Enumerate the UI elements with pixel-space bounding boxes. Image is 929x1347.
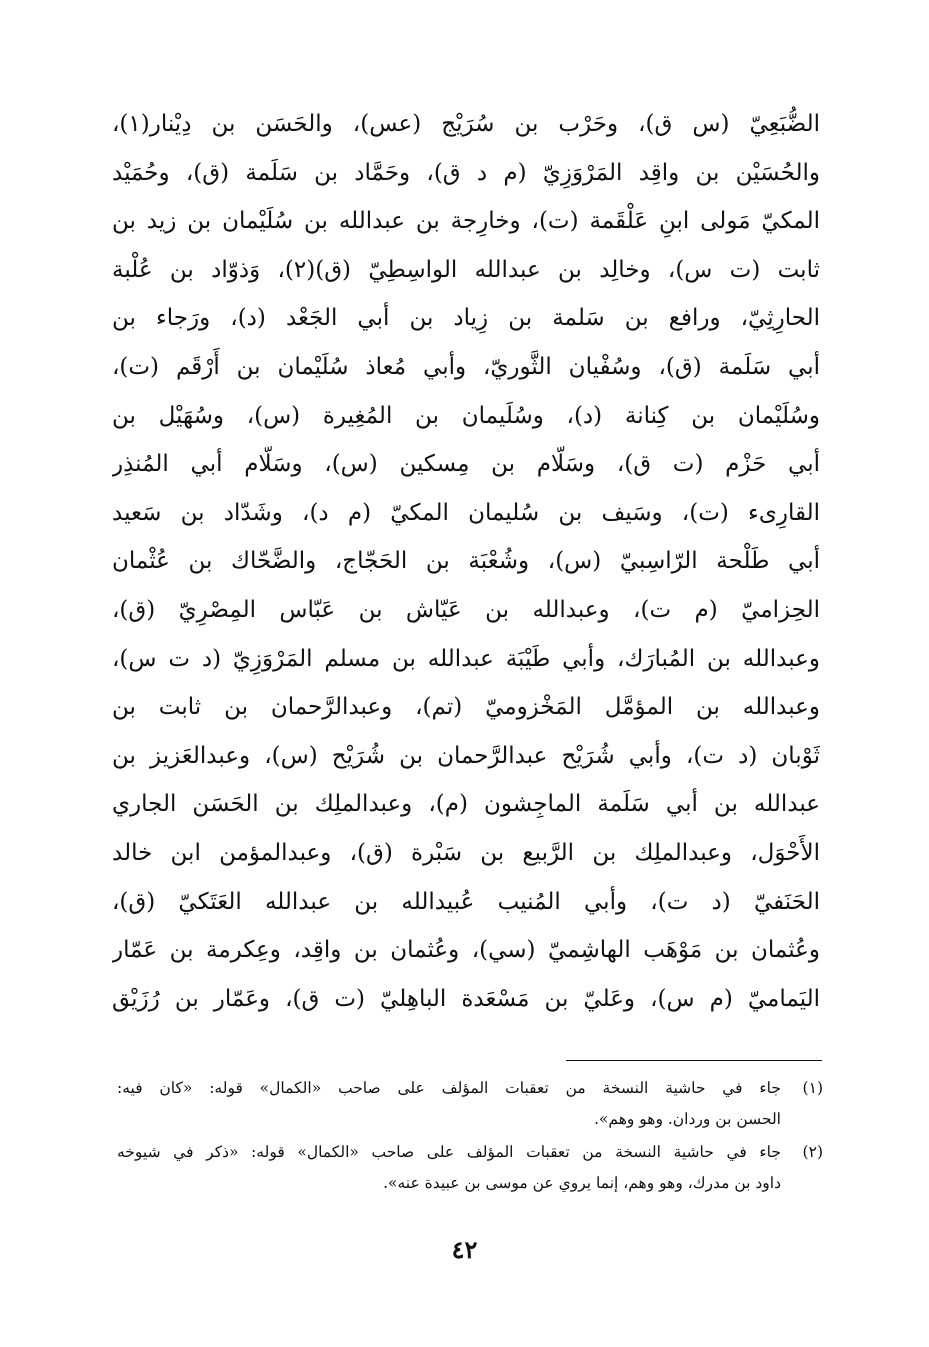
footnote-line: جاء في حاشية النسخة من تعقبات المؤلف على صاحب «الكمال» قوله: «ذكر في شيوخه xyxy=(117,1143,781,1161)
text-line: الأَحْوَل، وعبدالملِك بن الرَّبيع بن سَبْرة (ق)، وعبدالمؤمن ابن خالد xyxy=(112,839,820,866)
footnote-line: داود بن مدرك، وهو وهم، إنما يروي عن موسى بن عبيدة عنه». xyxy=(383,1174,781,1192)
footnote-marker: (١) xyxy=(802,1079,823,1097)
text-line: أبي حَزْم (ت ق)، وسَلّام بن مِسكين (س)، وسَلّام أبي المُنذِر xyxy=(112,451,820,478)
footnote-1 xyxy=(117,1073,823,1135)
text-line: الضُّبَعِيّ (س ق)، وحَرْب بن سُرَيْج (عس)، والحَسَن بن دِيْنار(١)، xyxy=(112,111,820,137)
text-line: ثَوْبان (د ت)، وأبي شُرَيْح عبدالرَّحمان بن شُرَيْح (س)، وعبدالعَزيز بن xyxy=(112,742,820,769)
text-line: القارِىء (ت)، وسَيف بن سُليمان المكيّ (م د)، وشَدّاد بن سَعيد xyxy=(112,499,820,526)
text-line: أبي سَلَمة (ق)، وسُفْيان الثَّوريّ، وأبي مُعاذ سُلَيْمان بن أَرْقَم (ت)، xyxy=(112,353,820,380)
text-line: وسُلَيْمان بن كِنانة (د)، وسُلَيمان بن المُغِيرة (س)، وسُهَيْل بن xyxy=(112,402,820,429)
text-line: الحَنَفيّ (د ت)، وأبي المُنيب عُبيدالله بن عبدالله العَتَكيّ (ق)، xyxy=(112,888,820,915)
text-line: الحارِثِيّ، ورافع بن سَلمة بن زِياد بن أبي الجَعْد (د)، ورَجاء بن xyxy=(112,305,820,332)
footnote-2 xyxy=(117,1137,823,1199)
page-number: ٤٢ xyxy=(451,1235,478,1264)
text-line: عبدالله بن أبي سَلَمة الماجِشون (م)، وعبدالملِك بن الحَسَن الجاري xyxy=(112,791,820,818)
footnote-separator xyxy=(566,1060,822,1061)
footnote-line: جاء في حاشية النسخة من تعقبات المؤلف على صاحب «الكمال» قوله: «كان فيه: xyxy=(117,1079,781,1097)
footnote-line: الحسن بن وردان. وهو وهم». xyxy=(593,1110,781,1128)
text-line: اليَماميّ (م س)، وعَليّ بن مَسْعَدة الباهِليّ (ت ق)، وعَمّار بن رُزَيْق xyxy=(112,985,820,1012)
footnotes xyxy=(117,1073,823,1201)
text-line: والحُسَيْن بن واقِد المَرْوَزِيّ (م د ق)، وحَمَّاد بن سَلَمة (ق)، وحُمَيْد xyxy=(112,159,820,186)
text-line: ثابت (ت س)، وخالِد بن عبدالله الواسِطِيّ (ق)(٢)، وَذوّاد بن عُلْبة xyxy=(112,256,820,283)
text-line: وعبدالله بن المُبارَك، وأبي طَيْبَة عبدالله بن مسلم المَرْوَزِيّ (د ت س)، xyxy=(112,645,820,672)
text-line: أبي طَلْحة الرّاسِبيّ (س)، وشُعْبَة بن الحَجّاج، والضَّحّاك بن عُثْمان xyxy=(112,548,820,575)
footnote-marker: (٢) xyxy=(802,1143,823,1161)
main-text-block xyxy=(112,100,820,1023)
text-line: الحِزاميّ (م ت)، وعبدالله بن عَيّاش بن عَبّاس المِصْرِيّ (ق)، xyxy=(112,596,820,623)
text-line: المكيّ مَولى ابنِ عَلْقَمة (ت)، وخارِجة بن عبدالله بن سُلَيْمان بن زيد بن xyxy=(112,208,820,235)
text-line: وعبدالله بن المؤمَّل المَخْزوميّ (تم)، وعبدالرَّحمان بن ثابت بن xyxy=(112,694,820,721)
text-line: وعُثمان بن مَوْهَب الهاشِميّ (سي)، وعُثمان بن واقِد، وعِكرمة بن عَمّار xyxy=(112,937,820,964)
